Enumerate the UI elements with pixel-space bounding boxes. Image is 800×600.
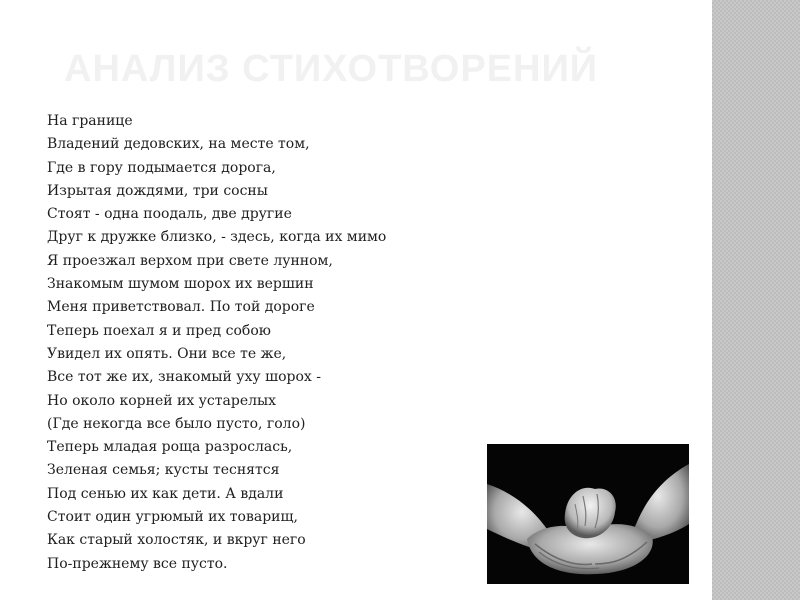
poem-line: Стоят - одна поодаль, две другие bbox=[47, 206, 292, 223]
poem-line: Все тот же их, знакомый уху шорох - bbox=[47, 369, 322, 386]
poem-line: Увидел их опять. Они все те же, bbox=[47, 345, 287, 362]
poem-line: Друг к дружке близко, - здесь, когда их мимо bbox=[47, 229, 387, 246]
poem-line: (Где некогда все было пусто, голо) bbox=[47, 415, 306, 432]
poem-line: Зеленая семья; кусты теснятся bbox=[47, 462, 280, 479]
poem-line: Но около корней их устарелых bbox=[47, 392, 277, 409]
hands-photo bbox=[487, 444, 689, 584]
poem-line: Владений дедовских, на месте том, bbox=[47, 136, 310, 153]
poem-line: Под сенью их как дети. А вдали bbox=[47, 485, 284, 502]
poem-line: Меня приветствовал. По той дороге bbox=[47, 299, 315, 316]
poem-line: По-прежнему все пусто. bbox=[47, 555, 228, 572]
poem-line: Как старый холостяк, и вкруг него bbox=[47, 532, 306, 549]
poem-line: На границе bbox=[47, 113, 133, 129]
poem-line: Я проезжал верхом при свете лунном, bbox=[47, 252, 333, 269]
poem-line: Где в гору подымается дорога, bbox=[47, 159, 276, 176]
poem-line: Теперь поехал я и пред собою bbox=[47, 322, 271, 339]
poem-line: Стоит один угрюмый их товарищ, bbox=[47, 509, 298, 526]
poem-line: Знакомым шумом шорох их вершин bbox=[47, 276, 314, 293]
decorative-sidebar bbox=[712, 0, 800, 600]
hands-photo-icon bbox=[487, 444, 689, 584]
poem-text bbox=[47, 110, 386, 576]
poem-line: Изрытая дождями, три сосны bbox=[47, 182, 268, 199]
poem-line: Теперь младая роща разрослась, bbox=[47, 439, 293, 456]
slide-title: АНАЛИЗ СТИХОТВОРЕНИЙ bbox=[64, 48, 599, 90]
